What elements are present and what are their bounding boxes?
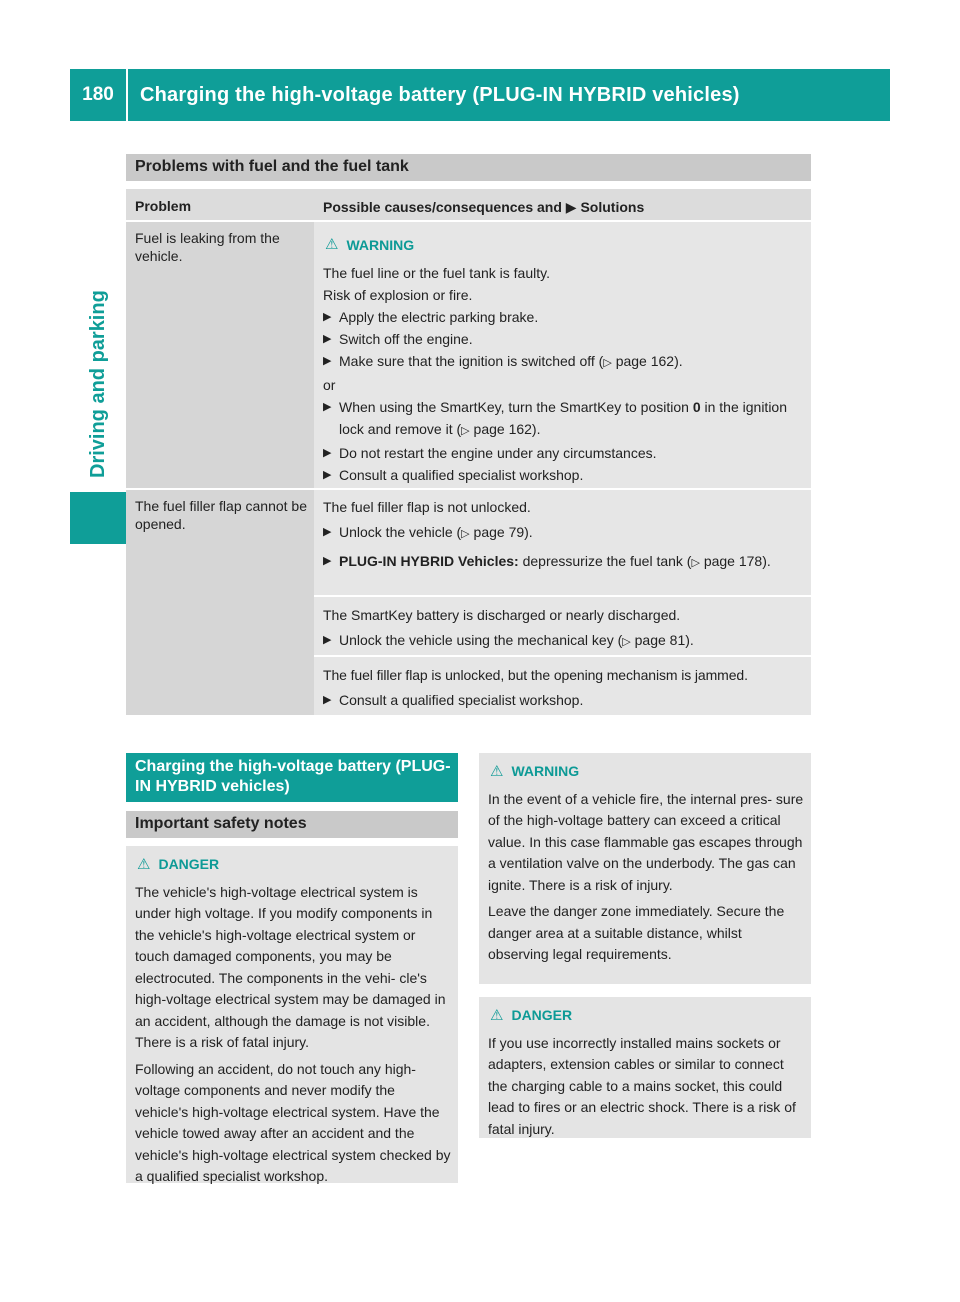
charging-section-heading: Charging the high-voltage battery (PLUG-IN HYBRID vehicles) (126, 753, 458, 802)
page-reference[interactable]: page 162). (473, 421, 541, 437)
solution-cell: ⚠ WARNING The fuel line or the fuel tank is faulty. Risk of explosion or fire. ▶ Apply the electric parking brake. ▶ Switch off the engine. ▶ Make sure that the ignition is switched off (▷ page 162). or ▶ When using the SmartKey, turn the SmartKey to position 0 in the ignition lock and remove it (▷ page 162). ▶ Do not restart the engine under any circumstances. ▶ Consult a qualified specialist workshop. (314, 222, 811, 488)
page-reference[interactable]: page 178). (703, 553, 771, 569)
page-ref-icon: ▷ (691, 557, 700, 569)
page-ref-icon: ▷ (622, 636, 631, 648)
list-item: ▶ Switch off the engine. (323, 328, 803, 350)
page-ref-icon: ▷ (461, 425, 470, 437)
warning-heading: ⚠ WARNING (325, 234, 803, 256)
list-item: ▶ Unlock the vehicle (▷ page 79). (323, 521, 803, 545)
danger-box-mains-socket: ⚠ DANGER If you use incorrectly installed mains sockets or adapters, extension cables or similar to connect the charging cable to a mains socket, this could lead to fires or an electric shock. There is a risk of fatal injury. (479, 997, 811, 1138)
solution-cell: The SmartKey battery is discharged or nearly discharged. ▶ Unlock the vehicle using the mechanical key (▷ page 81). (314, 597, 811, 655)
list-item: ▶ PLUG-IN HYBRID Vehicles: depressurize the fuel tank (▷ page 178). (323, 550, 803, 574)
page-reference[interactable]: page 79). (473, 524, 533, 540)
table-row (126, 222, 811, 488)
warning-triangle-icon: ⚠ (325, 236, 339, 253)
list-item: ▶ Do not restart the engine under any circumstances. (323, 442, 803, 464)
step-arrow-icon: ▶ (323, 333, 332, 345)
problem-cell: The fuel filler flap cannot be opened. (126, 490, 314, 715)
list-item: ▶ Apply the electric parking brake. (323, 306, 803, 328)
col-causes-header: Possible causes/consequences and ▶ Solutions (323, 199, 645, 215)
warning-triangle-icon: ⚠ (137, 856, 151, 873)
step-arrow-icon: ▶ (323, 355, 332, 367)
page-reference[interactable]: page 81). (634, 632, 694, 648)
page-ref-icon: ▷ (461, 528, 470, 540)
side-section-label: Driving and parking (87, 290, 109, 478)
step-arrow-icon: ▶ (323, 469, 332, 481)
step-arrow-icon: ▶ (323, 634, 332, 646)
list-item: ▶ Consult a qualified specialist workshop. (323, 464, 803, 486)
page-reference[interactable]: page 162). (615, 353, 683, 369)
problem-cell: Fuel is leaking from the vehicle. (126, 222, 314, 488)
danger-heading: ⚠ DANGER (137, 854, 451, 876)
list-item: ▶ When using the SmartKey, turn the SmartKey to position 0 in the ignition lock and remove it (▷ page 162). (323, 396, 803, 442)
table-header (126, 189, 811, 220)
step-arrow-icon: ▶ (323, 526, 332, 538)
warning-triangle-icon: ⚠ (490, 763, 504, 780)
step-arrow-icon: ▶ (323, 555, 332, 567)
page-ref-icon: ▷ (603, 357, 612, 369)
fuel-problems-table (126, 189, 811, 715)
danger-box-high-voltage: ⚠ DANGER The vehicle's high-voltage electrical system is under high voltage. If you modify components in the vehicle's high-voltage electrical system or touch damaged components, you may be electrocuted. The components in the vehi- cle's high-voltage electrical system may be damaged in an accident, although the damage is not visible. There is a risk of fatal injury. Following an accident, do not touch any high- voltage components and never modify the vehicle's high-voltage electrical system. Have the vehicle towed away after an accident and the vehicle's high-voltage electrical system checked by a qualified specialist workshop. (126, 846, 458, 1183)
play-arrow-icon: ▶ (565, 199, 577, 215)
warning-triangle-icon: ⚠ (490, 1007, 504, 1024)
solution-cell: The fuel filler flap is unlocked, but the opening mechanism is jammed. ▶ Consult a qualified specialist workshop. (314, 657, 811, 715)
side-tab-marker (70, 492, 126, 544)
solution-cell: The fuel filler flap is not unlocked. ▶ Unlock the vehicle (▷ page 79). ▶ PLUG-IN HYBRID Vehicles: depressurize the fuel tank (▷ page 178). (314, 490, 811, 595)
danger-heading: ⚠ DANGER (490, 1005, 804, 1027)
step-arrow-icon: ▶ (323, 694, 332, 706)
warning-heading: ⚠ WARNING (490, 761, 804, 783)
step-arrow-icon: ▶ (323, 311, 332, 323)
list-item: ▶ Make sure that the ignition is switched off (▷ page 162). (323, 350, 803, 374)
col-problem-header: Problem (135, 198, 192, 214)
page-number: 180 (82, 84, 114, 105)
page-header (70, 69, 890, 121)
header-title: Charging the high-voltage battery (PLUG-IN HYBRID vehicles) (140, 83, 740, 106)
table-row (126, 490, 811, 715)
safety-notes-heading: Important safety notes (126, 811, 458, 838)
warning-box-vehicle-fire: ⚠ WARNING In the event of a vehicle fire, the internal pres- sure of the high-voltage battery can exceed a critical value. In this case flammable gas escapes through a ventilation valve on the underbody. The gas can ignite. There is a risk of injury. Leave the danger zone immediately. Secure the danger area at a suitable distance, whilst observing legal requirements. (479, 753, 811, 984)
step-arrow-icon: ▶ (323, 401, 332, 413)
step-arrow-icon: ▶ (323, 447, 332, 459)
list-item: ▶ Consult a qualified specialist workshop. (323, 689, 803, 711)
list-item: ▶ Unlock the vehicle using the mechanical key (▷ page 81). (323, 629, 803, 653)
fuel-section-heading: Problems with fuel and the fuel tank (126, 154, 811, 181)
